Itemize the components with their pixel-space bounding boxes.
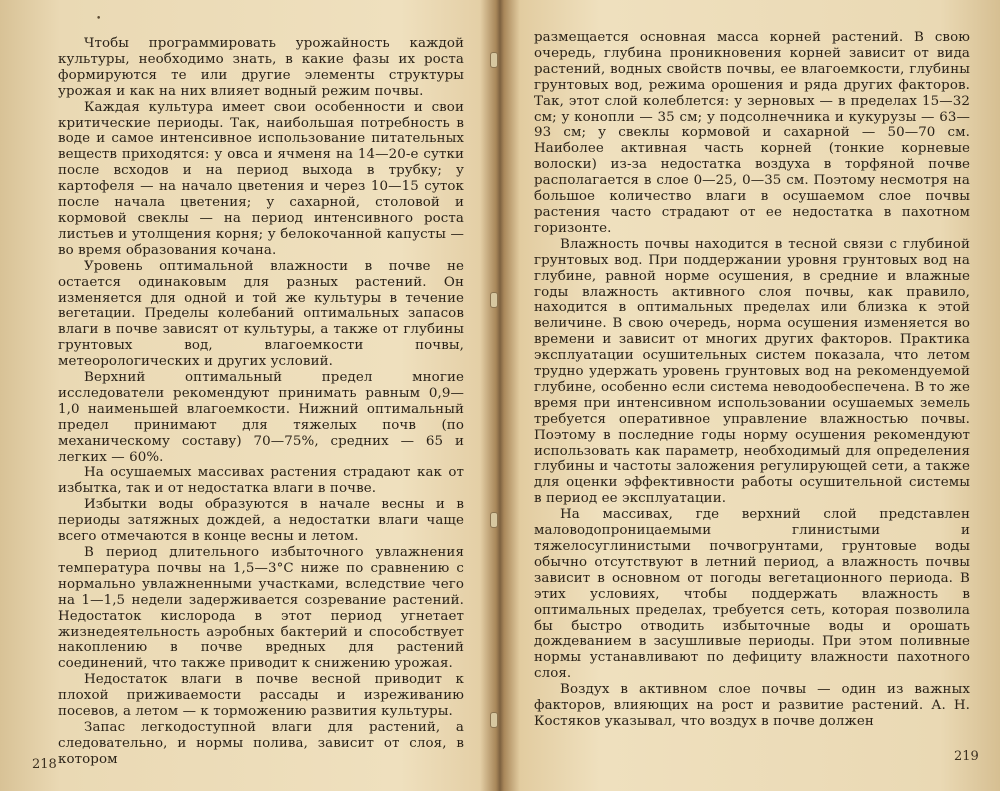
print-mark: • [96, 14, 102, 24]
page-number: 219 [954, 749, 979, 764]
paragraph: Избытки воды образуются в начале весны и в периоды затяжных дождей, а недостатки влаги чаще всего отмечаются в конце весны и летом. [58, 497, 464, 545]
paragraph: В период длительного избыточного увлажнения температура почвы на 1,5—3°С ниже по сравнению с нормально увлажненными участками, вследствие чего на 1—1,5 недели задерживается созревание растений. Недостаток кислорода в этот период угнетает жизнедеятельность аэробных бактерий и способствует накоплению в почве вредных для растений соединений, что также приводит к снижению урожая. [58, 545, 464, 672]
paragraph: Воздух в активном слое почвы — один из важных факторов, влияющих на рост и развитие растений. А. Н. Костяков указывал, что воздух в почве должен [534, 682, 970, 729]
paragraph: Запас легкодоступной влаги для растений, а следовательно, и нормы полива, зависит от слоя, в котором [58, 719, 464, 767]
left-page [0, 0, 494, 791]
paragraph: Чтобы программировать урожайность каждой культуры, необходимо знать, в какие фазы их роста формируются те или другие элементы структуры урожая и как на них влияет водный режим почвы. [58, 36, 464, 99]
page-number: 218 [32, 757, 57, 772]
right-page [506, 0, 1000, 791]
paragraph: На массивах, где верхний слой представлен маловодопроницаемыми глинистыми и тяжелосуглинистыми почвогрунтами, грунтовые воды обычно отсутствуют в летний период, а влажность почвы зависит в основном от погоды вегетационного периода. В этих условиях, чтобы поддержать влажность в оптимальных пределах, требуется сеть, которая позволила бы быстро отводить избыточные воды и орошать дождеванием в засушливые периоды. При этом поливные нормы устанавливают по дефициту влажности пахотного слоя. [534, 507, 970, 682]
paragraph: Влажность почвы находится в тесной связи с глубиной грунтовых вод. При поддержании уровня грунтовых вод на глубине, равной норме осушения, в средние и влажные годы влажность активного слоя почвы, как правило, находится в оптимальных пределах или близка к этой величине. В свою очередь, норма осушения изменяется во времени и зависит от многих других факторов. Практика эксплуатации осушительных систем показала, что летом трудно удержать уровень грунтовых вод на рекомендуемой глубине, особенно если система неводообеспечена. В то же время при интенсивном использовании осушаемых земель требуется оперативное управление влажностью почвы. Поэтому в последние годы норму осушения рекомендуют использовать как параметр, необходимый для определения глубины и частоты заложения регулирующей сети, а также для оценки эффективности работы осушительной системы в период ее эксплуатации. [534, 236, 970, 507]
paragraph: Недостаток влаги в почве весной приводит к плохой приживаемости рассады и изреживанию посевов, а летом — к торможению развития культуры. [58, 672, 464, 720]
paragraph: размещается основная масса корней растений. В свою очередь, глубина проникновения корней зависит от вида растений, водных свойств почвы, ее влагоемкости, глубины грунтовых вод, режима орошения и ряда других факторов. Так, этот слой колеблется: у зерновых — в пределах 15—32 см; у конопли — 35 см; у подсолнечника и кукурузы — 63—93 см; у свеклы кормовой и сахарной — 50—70 см. Наиболее активная часть корней (тонкие корневые волоски) из-за недостатка воздуха в торфяной почве располагается в слое 0—25, 0—35 см. Поэтому несмотря на большое количество влаги в осушаемом слое почвы растения часто страдают от ее недостатка в пахотном горизонте. [534, 30, 970, 236]
paragraph: Верхний оптимальный предел многие исследователи рекомендуют принимать равным 0,9—1,0 наименьшей влагоемкости. Нижний оптимальный предел принимают для тяжелых почв (по механическому составу) 70—75%, средних — 65 и легких — 60%. [58, 370, 464, 465]
paragraph: Уровень оптимальной влажности в почве не остается одинаковым для разных растений. Он изменяется для одной и той же культуры в течение вегетации. Пределы колебаний оптимальных запасов влаги в почве зависят от культуры, а также от глубины грунтовых вод, влагоемкости почвы, метеорологических и других условий. [58, 258, 464, 370]
paragraph: На осушаемых массивах растения страдают как от избытка, так и от недостатка влаги в почве. [58, 465, 464, 497]
paragraph: Каждая культура имеет свои особенности и свои критические периоды. Так, наибольшая потребность в воде и самое интенсивное использование питательных веществ приходятся: у овса и ячменя на 14—20-е сутки после всходов и на период выхода в трубку; у картофеля — на начало цветения и через 10—15 суток после начала цветения; у сахарной, столовой и кормовой свеклы — на период интенсивного роста листьев и утолщения корня; у белокочанной капусты — во время образования кочана. [58, 99, 464, 258]
